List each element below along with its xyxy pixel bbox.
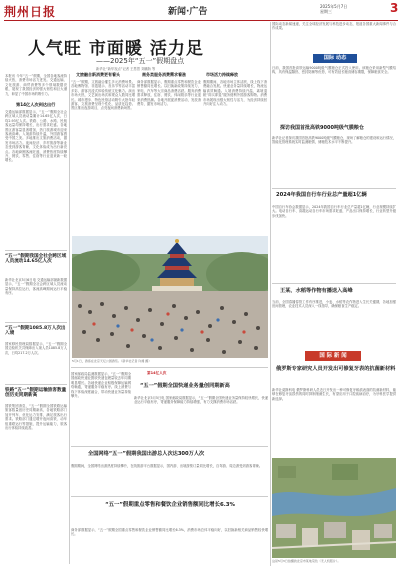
brief-text-1: 新华社北京5月6日电 交通运输部最新数据显示，“五一”假期全社会跨区域人员流动量保持高位运行，客流高峰期间运行平稳有序。 (5, 278, 67, 296)
section-text-3: 假期期间，各地市场主体活跃，线上线下消费融合发展。快递业务量持续增长，物流运输高效畅通。入境消费持续升温，离境退税“即买即退”服务便利外国游客购物。消费市场展现出强大韧性与活力，为经济持续回升向好注入动力。 (203, 80, 267, 107)
date-line: 2025年5月7日 (320, 4, 348, 9)
divider (71, 446, 268, 447)
section-title-1: 文旅融合新消费更有看头 (76, 72, 120, 77)
temple-photo-image (72, 236, 268, 358)
mid-brief-text-1: 新华社北京5月5日电 国家邮政局数据显示，“五一”假期全国快递业务量保持较快增长，快递业运行平稳有序，寄递服务保障能力持续增强，有力支撑消费市场活跃。 (134, 396, 268, 405)
divider (71, 367, 268, 368)
temple-photo (72, 236, 268, 358)
section-text-1: “五一”假期，文旅融合催生多元消费场景。各地博物馆、非遗展示、音乐节等活动丰富多彩，游客沉浸式体验传统文化魅力。演出市场火热，文艺演出场次和观众人数同比增长。城市漫步、特色民俗活动吸引大批年轻游客，文旅消费呈现个性化、品质化趋势。景区推出夜游项目，点亮夜间消费新场景。 (71, 80, 135, 111)
right-story1-title: 探访我国首批高铁9000吨级气膜粮仓 (280, 125, 364, 131)
brief-text-3: 国铁集团消息，“五一”假期全国铁路运输旅客数量创历史同期新高，各地铁路部门加开列车、优化运力安排，满足旅客出行需求。铁路部门通过增开夜间高铁、动车组重联运行等措施，提升运输能力，旅客出行体验持续改善。 (5, 404, 67, 431)
masthead-rule (4, 20, 398, 21)
divider (5, 250, 67, 251)
brief-title-3: 铁路“五一”假期运输旅客数量创历史同期新高 (5, 388, 67, 399)
weekday-line: 星期三 (320, 9, 332, 14)
section-title-3: 市场活力持续释放 (206, 72, 238, 77)
brief-title-1: “五一”假期我国全社会跨区域人员流动14.65亿人次 (5, 254, 67, 265)
brief-title-2: “五一”假期1085.8万人次出入境 (5, 326, 66, 337)
lead-intro-text: 本报讯 今年“五一”假期，全国各地客流持续火热，消费市场活力迸发。交通运输、文化旅游、商贸消费等多个领域数据亮眼，展现了我国经济的强大韧性和巨大潜力，彰显了中国市场的吸引力。 (5, 74, 67, 96)
right-story3-title: 王某、水稻等作物有播送入高峰 (280, 288, 353, 294)
reading-stat: 第14亿人次 (147, 371, 167, 375)
mid-brief-text-2: 假期期间，全国网络出游热度持续攀升，在线旅游平台数据显示，国内游、出境游预订量同比增长，自驾游、周边游受到游客青睐。 (71, 464, 263, 468)
section-text-2: 商务部数据显示，假期重点零售和餐饮企业销售额同比增长。以旧换新政策持续发力，家电、汽车等大宗商品消费活跃。服务消费需求释放，住宿、餐饮、休闲娱乐等行业迎来消费热潮。各地开展促消费活动，发放消费券，激发市场活力。 (137, 80, 201, 107)
right-story4-title: 俄罗斯专家研究人员开发出可修复牙表的抗菌新材料 (276, 366, 396, 372)
right-text-1: 日前，我国首批高铁运输9000吨级气膜粮仓正式投入使用。该粮仓采用新型气膜结构，具有保温隔热、密封防潮等优势，可有效延长粮食储存期限，保障粮食安全。 (272, 66, 396, 75)
international-badge: 国际 动态 (313, 54, 357, 63)
photo-caption: 5月1日，游客在北京天坛公园游览。（新华社记者 许湘 摄） (72, 359, 152, 363)
brief-text-2: 国家移民管理局数据显示，“五一”假期全国边检机关共保障出入境人员1085.8万人次，日均217.2万人次。 (5, 342, 67, 355)
divider (71, 496, 268, 497)
aerial-photo-caption: 这是5月3日拍摄的北京市某地景色（无人机照片）。 (272, 559, 341, 563)
divider (272, 283, 396, 284)
right-story4-text: 新华社莫斯科电 俄罗斯科研人员近日开发出一种可修复牙釉质表面的抗菌新材料，能够在修复牙齿损伤的同时抑制细菌生长，有望应用于口腔疾病治疗，为牙科医学提供新选择。 (272, 388, 396, 401)
right-story2-text: 中国自行车协会数据显示，2024年我国自行车行业总产量超1亿辆，行业规模持续扩大。电动自行车、高端运动自行车市场需求旺盛，产品出口保持增长，行业转型升级步伐加快。 (272, 205, 396, 218)
mid-brief-text-3: 商务部数据显示，“五一”假期全国重点零售和餐饮企业销售额同比增长6.3%，消费市场总体平稳向好，以旧换新相关商品销售较快增长。 (71, 528, 268, 537)
divider (5, 322, 67, 323)
section-title-2: 商务类服务消费需求看涨 (142, 72, 186, 77)
mid-brief-title-3: “五一”假期重点零售和餐饮企业销售额同比增长6.3% (105, 502, 235, 508)
right-story1-text: 新华社记者探访我国首批高铁9000吨级气膜粮仓，现场了解粮仓的建设和运行情况，智能化管理系统实时监测粮情，储粮技术水平不断提升。 (272, 136, 396, 145)
issue-date (320, 4, 347, 14)
lead-subtitle: ——2025年“五一”假期盘点 (96, 57, 185, 65)
international-news-badge: 国 际 新 闻 (305, 351, 361, 361)
mid-brief-title-1: “五一”假期全国快递业务量创同期新高 (140, 383, 230, 389)
left-subtitle: 第14亿人次到达出行 (16, 102, 56, 107)
aerial-photo-image (272, 458, 396, 558)
left-body-text: 交通运输部数据显示，“五一”假期全社会跨区域人员流动量累计14.65亿人次，日均2.93亿人次。铁路、公路、水路、民航客运量均保持增长，出行需求旺盛。各地景区游客量显著增加，热门旅游城市迎来客流高峰。入境游持续升温，外国游客感受中国之美。多地推出文旅消费活动，激发市场活力。夜间经济、乡村旅游等新业态受到游客青睐，文化体验成为出行新亮点。各地商圈客流旺盛，消费热度持续攀升，餐饮、零售、住宿等行业迎来新一轮增长。 (5, 110, 67, 163)
mid-left-text: 国家邮政局监测数据显示，“五一”假期全国邮政快递业揽收快递包裹量较去年同期明显增长。各地快递企业积极保障运输网络畅通，寄递服务平稳有序。线上消费与线下体验深度融合，带动快递业务量持续攀升。 (71, 372, 131, 399)
lead-byline: 新华社“新华视点”记者 王思思 刘鹏娇 等 (96, 67, 156, 71)
column-divider (69, 74, 70, 564)
column-divider (270, 22, 271, 566)
page-number: 3 (390, 1, 399, 15)
right-story3-text: 当前，全国春播春管工作有序推进，小麦、水稻等农作物进入生长关键期，各地加强田间管理，农业技术人员深入一线指导，确保粮食生产稳定。 (272, 300, 396, 309)
mid-brief-title-2: 全国网络“五一”假期我国出游总人次达300万人次 (88, 451, 205, 457)
aerial-photo (272, 458, 396, 558)
right-top-text: 国际动态新闻速递，关注全球经济发展与科技进步动态，报道各国重大新闻事件与合作成果。 (272, 22, 396, 31)
right-story2-title: 2024年我国自行车行业总产量超1亿辆 (276, 192, 367, 198)
section-name: 新闻·广告 (168, 7, 208, 17)
masthead-logo: 荆州日报 (4, 5, 57, 19)
lead-headline: 人气旺 市面暖 活力足 (28, 39, 204, 59)
divider (272, 188, 396, 189)
divider (5, 384, 67, 385)
